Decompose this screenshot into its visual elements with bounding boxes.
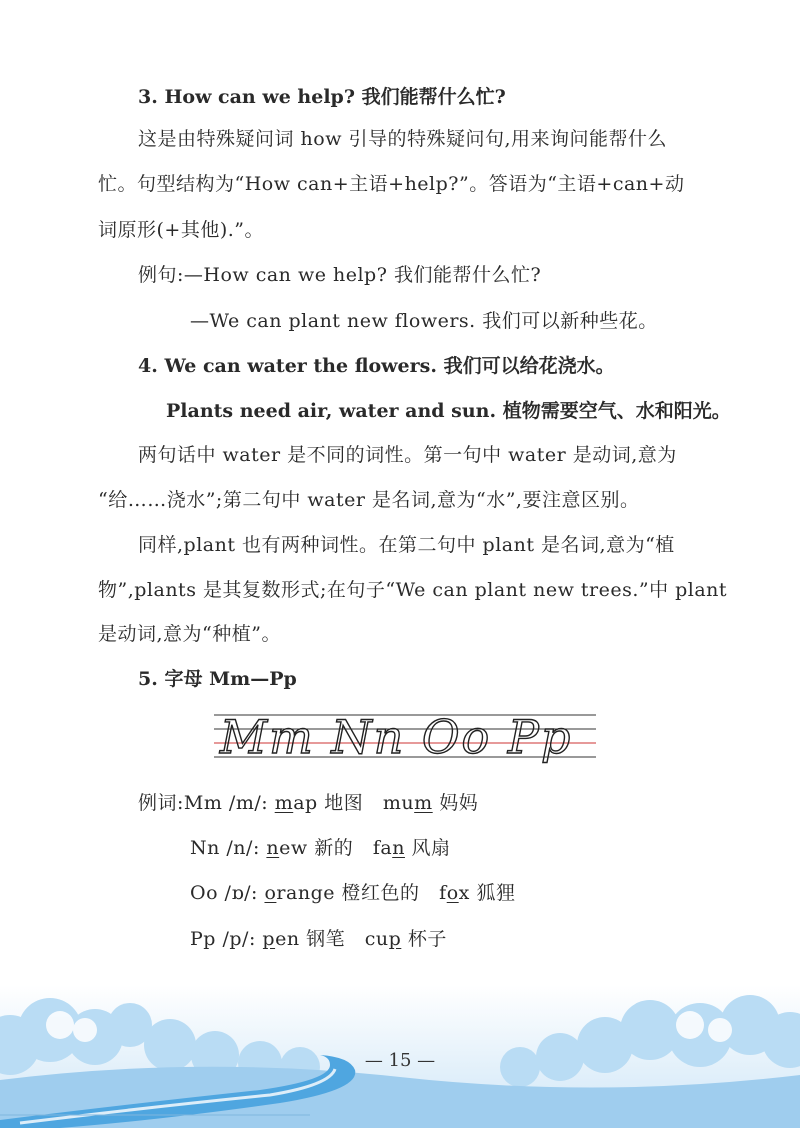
example-word-1-underlined-letter: m (274, 792, 294, 814)
example-word-2-underlined-letter: o (446, 882, 459, 904)
example-word-2-meaning: 狐狸 (476, 882, 516, 904)
example-word-1-meaning: 新的 (314, 837, 354, 859)
example-word-2-meaning: 杯子 (407, 928, 447, 950)
example-word-2-prefix: fa (372, 837, 393, 859)
example-letter-phoneme: Pp /p/: (190, 928, 256, 950)
cursive-letters: Mm Nn Oo Pp (220, 710, 573, 764)
example-word-2-prefix: f (439, 882, 447, 904)
example-word-2-underlined-letter: p (388, 928, 402, 950)
section-4-paragraph-line-3: 同样,plant 也有两种词性。在第二句中 plant 是名词,意为“植 (138, 534, 675, 556)
section-4-paragraph-line-1: 两句话中 water 是不同的词性。第一句中 water 是动词,意为 (138, 444, 677, 466)
example-word-1-underlined-letter: p (262, 928, 276, 950)
example-word-2-prefix: cu (364, 928, 389, 950)
example-word-1-rest: en (275, 928, 300, 950)
example-row-oo (190, 880, 800, 906)
example-word-1-rest: ew (279, 837, 308, 859)
example-prefix: 例词: (138, 792, 184, 814)
four-line-grid (214, 707, 596, 765)
section-5-title: 5. 字母 Mm—Pp (138, 668, 297, 690)
section-3-example-question: 例句:—How can we help? 我们能帮什么忙? (138, 264, 542, 286)
example-word-1-meaning: 橙红色的 (341, 882, 420, 904)
example-row-pp (190, 926, 800, 952)
section-3-paragraph-line-2: 忙。句型结构为“How can+主语+help?”。答语为“主语+can+动 (98, 173, 685, 195)
example-word-2-prefix: mu (382, 792, 415, 814)
example-word-1-rest: ap (293, 792, 318, 814)
section-4-paragraph-line-2: “给……浇水”;第二句中 water 是名词,意为“水”,要注意区别。 (98, 489, 640, 511)
example-word-1-underlined-letter: o (264, 882, 277, 904)
example-letter-phoneme: Nn /n/: (190, 837, 260, 859)
example-letter-phoneme: Mm /m/: (183, 792, 269, 814)
example-word-2-meaning: 妈妈 (439, 792, 479, 814)
example-word-2-meaning: 风扇 (411, 837, 451, 859)
example-row-nn (190, 835, 800, 861)
example-word-1-rest: range (276, 882, 335, 904)
example-word-1-meaning: 地图 (324, 792, 364, 814)
example-word-1-meaning: 钢笔 (306, 928, 346, 950)
section-4-paragraph-line-5: 是动词,意为“种植”。 (98, 623, 281, 645)
letter-writing-guide (214, 707, 596, 765)
example-word-2-underlined-letter: n (392, 837, 405, 859)
example-word-2-rest: x (458, 882, 470, 904)
section-3-paragraph-line-3: 词原形(+其他).”。 (98, 219, 264, 241)
section-4-title-line-1: 4. We can water the flowers. 我们可以给花浇水。 (138, 355, 615, 377)
section-4-title-line-2: Plants need air, water and sun. 植物需要空气、水和阳光。 (166, 400, 731, 422)
section-3-example-answer: —We can plant new flowers. 我们可以新种些花。 (190, 310, 658, 332)
page-number: — 15 — (364, 1050, 436, 1071)
example-word-1-underlined-letter: n (266, 837, 280, 859)
example-row-mm (138, 790, 800, 816)
example-word-2-underlined-letter: m (414, 792, 433, 814)
section-3-paragraph-line-1: 这是由特殊疑问词 how 引导的特殊疑问句,用来询问能帮什么 (138, 128, 668, 150)
section-4-paragraph-line-4: 物”,plants 是其复数形式;在句子“We can plant new trees.”中 plant (98, 579, 728, 601)
example-letter-phoneme: Oo /ɒ/: (190, 882, 258, 904)
section-3-title: 3. How can we help? 我们能帮什么忙? (138, 86, 506, 108)
